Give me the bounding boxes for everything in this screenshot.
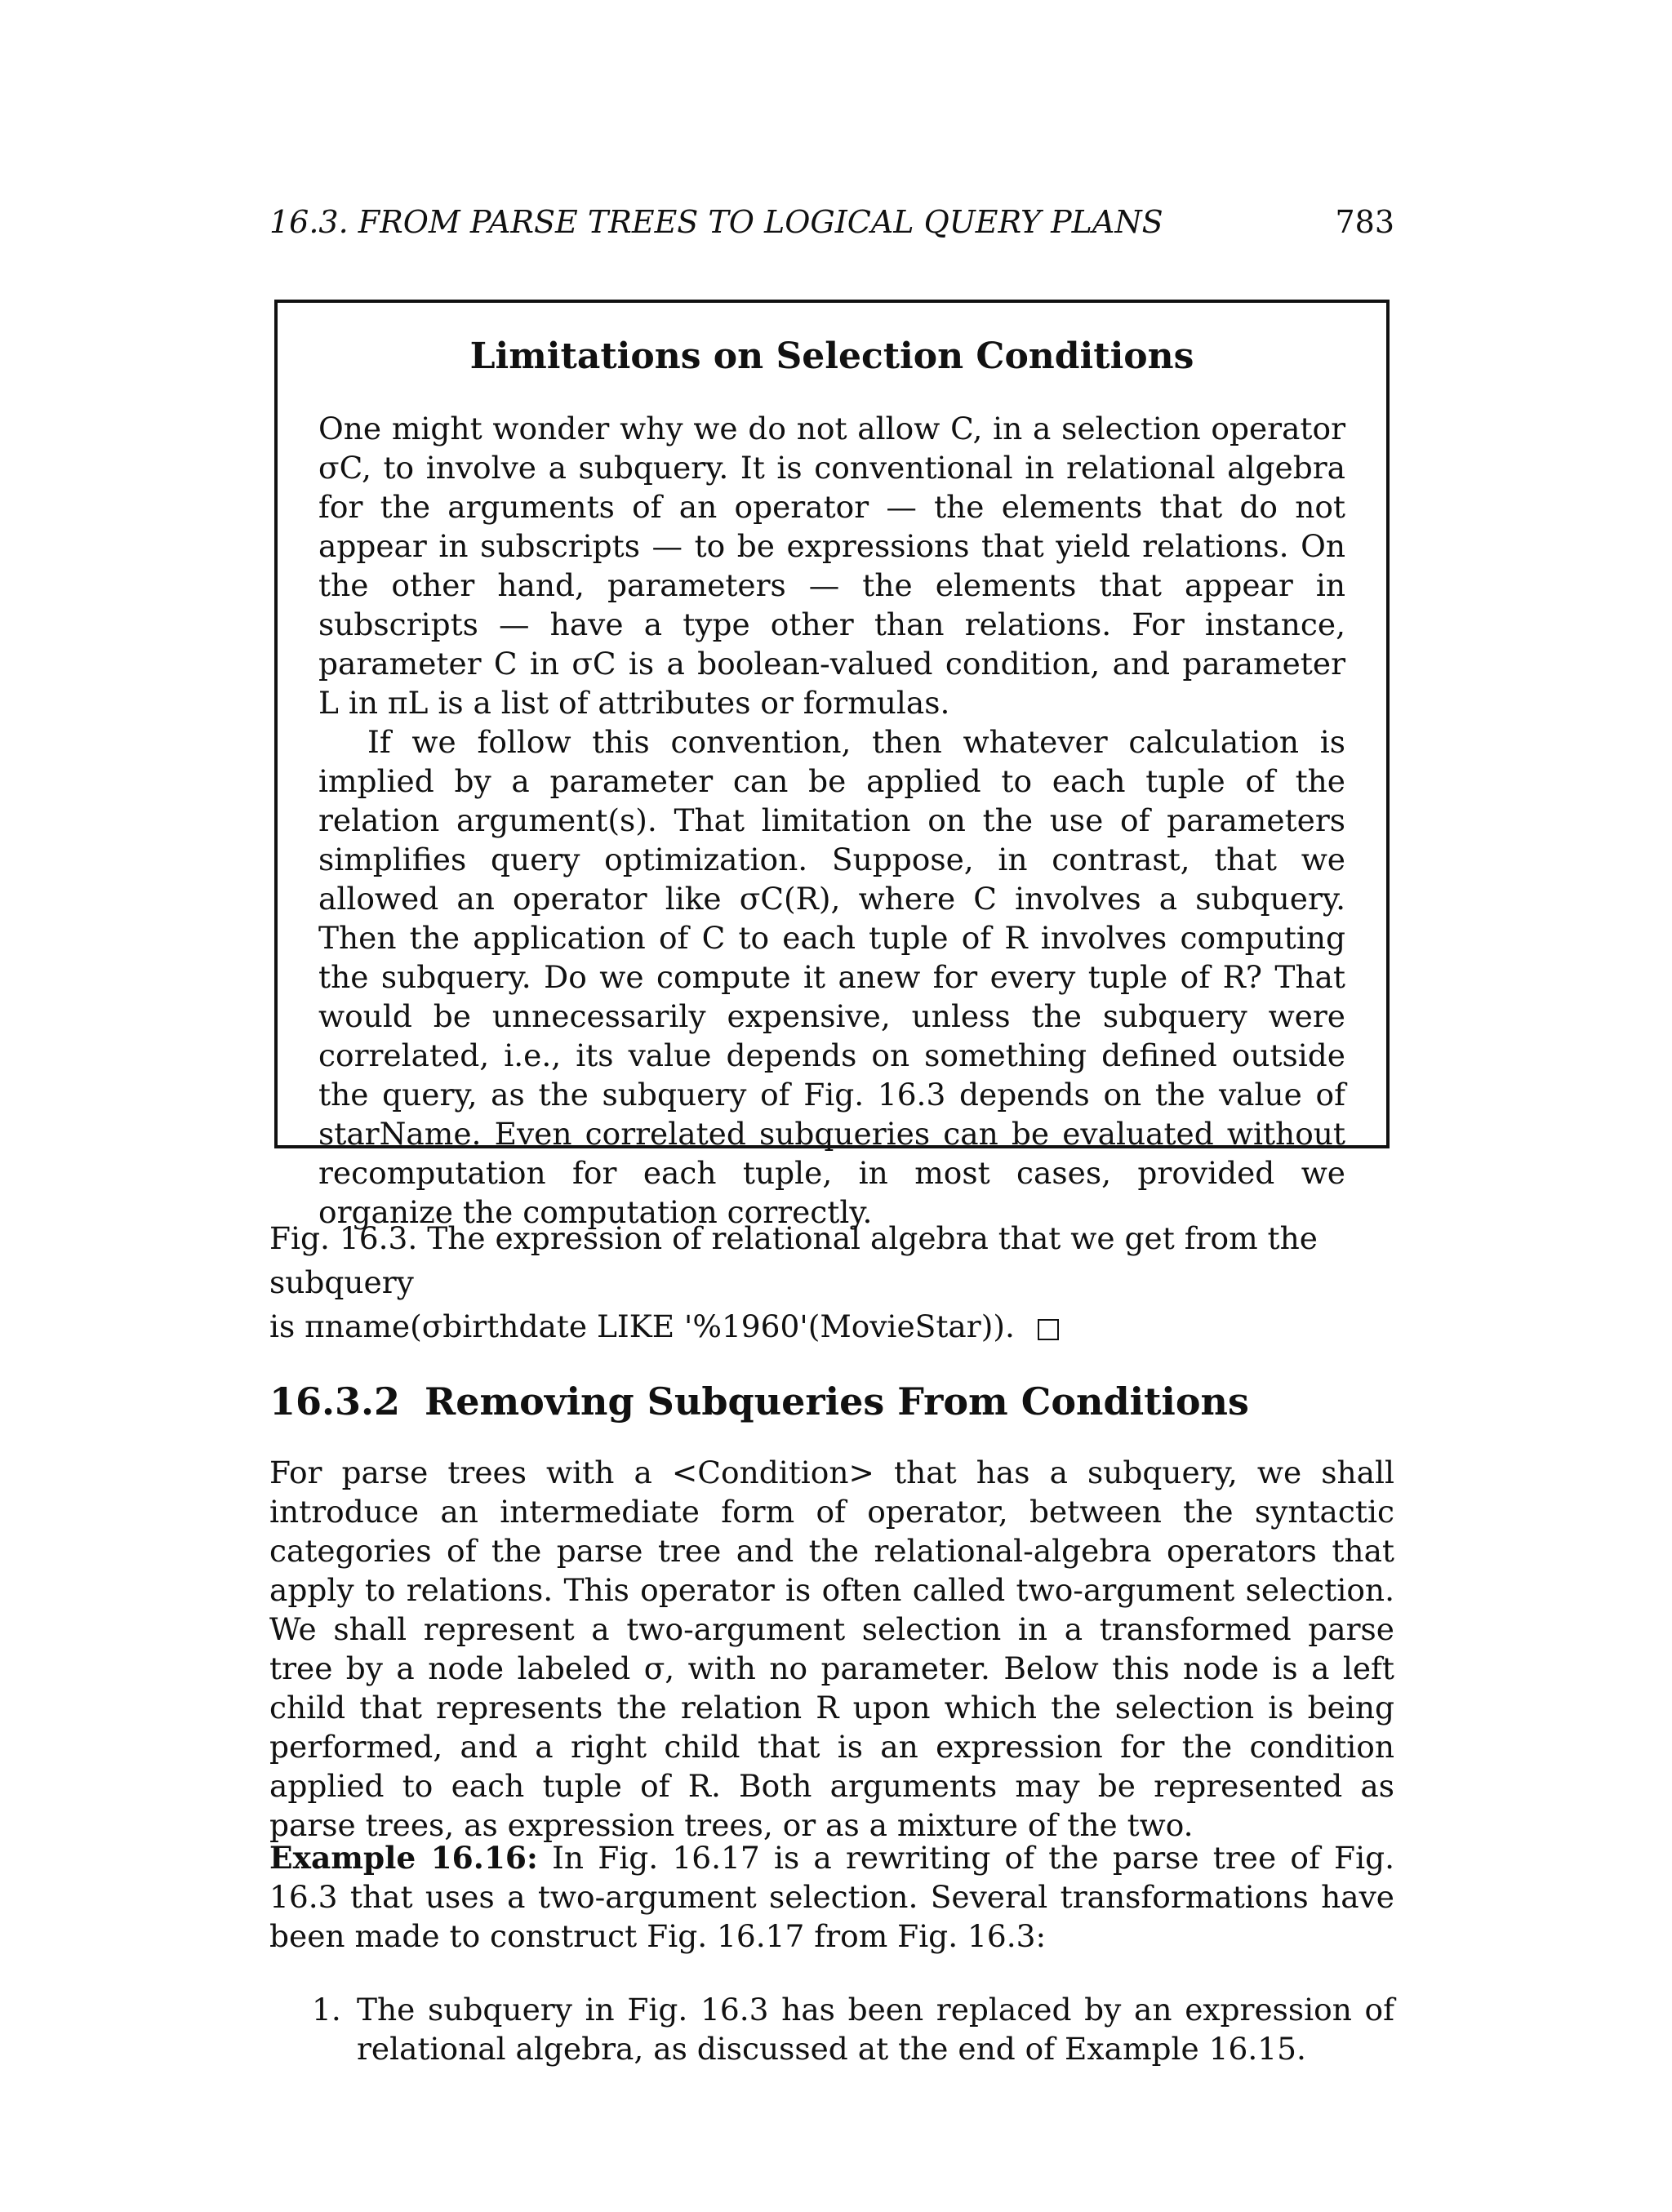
sidebar-title: Limitations on Selection Conditions — [469, 335, 1194, 377]
caption-line-2 — [269, 1304, 1394, 1348]
section-heading — [269, 1379, 1394, 1424]
sidebar-paragraph-1: One might wonder why we do not allow C, in a selection operator σC, to involve a subquery. It is conventional in relational algebra for the arguments of an operator — the elements that do not appear in subscripts — to be expressions that yield relations. On the other hand, parameters — the elements that appear in subscripts — have a type other than relations. For instance, parameter C in σC is a boolean-valued condition, and parameter L in πL is a list of attributes or formulas. — [318, 411, 1345, 721]
caption-expression: is πname(σbirthdate LIKE '%1960'(MovieStar)). — [269, 1308, 1015, 1344]
list-item — [312, 1990, 1394, 2068]
page-number: 783 — [1335, 204, 1394, 240]
end-of-example-icon — [1038, 1319, 1059, 1340]
list-item-text: The subquery in Fig. 16.3 has been replaced by an expression of relational algebra, as discussed at the end of Example 16.15. — [357, 1992, 1394, 2067]
example-text: In Fig. 16.17 is a rewriting of the parse tree of Fig. 16.3 that uses a two-argument selection. Several transformations have been made to construct Fig. 16.17 from Fig. 16.3: — [269, 1840, 1394, 1954]
list-marker: 1. — [312, 1992, 341, 2028]
example-label: Example 16.16: — [269, 1840, 538, 1876]
figure-caption — [269, 1216, 1394, 1348]
example-paragraph — [269, 1838, 1394, 1956]
running-header — [269, 204, 1394, 240]
caption-line-1: Fig. 16.3. The expression of relational algebra that we get from the subquery — [269, 1220, 1318, 1300]
sidebar-paragraph-2: If we follow this convention, then whatever calculation is implied by a parameter can be applied to each tuple of the relation argument(s). That limitation on the use of parameters simplifies query optimization. Suppose, in contrast, that we allowed an operator like σC(R), where C involves a subquery. Then the application of C to each tuple of R involves computing the subquery. Do we compute it anew for every tuple of R? That would be unnecessarily expensive, unless the subquery were correlated, i.e., its value depends on something defined outside the query, as the subquery of Fig. 16.3 depends on the value of starName. Even correlated subqueries can be evaluated without recomputation for each tuple, in most cases, provided we organize the computation correctly. — [318, 724, 1345, 1230]
body-paragraph: For parse trees with a <Condition> that has a subquery, we shall introduce an intermediate form of operator, between the syntactic categories of the parse tree and the relational-algebra operators that apply to relations. This operator is often called two-argument selection. We shall represent a two-argument selection in a transformed parse tree by a node labeled σ, with no parameter. Below this node is a left child that represents the relation R upon which the selection is being performed, and a right child that is an expression for the condition applied to each tuple of R. Both arguments may be represented as parse trees, as expression trees, or as a mixture of the two. — [269, 1455, 1394, 1843]
running-title: 16.3. FROM PARSE TREES TO LOGICAL QUERY PLANS — [269, 204, 1163, 240]
section-title: Removing Subqueries From Conditions — [425, 1379, 1249, 1424]
sidebar-box — [274, 300, 1390, 1230]
section-number: 16.3.2 — [269, 1379, 401, 1424]
sidebar-body — [318, 409, 1345, 1232]
